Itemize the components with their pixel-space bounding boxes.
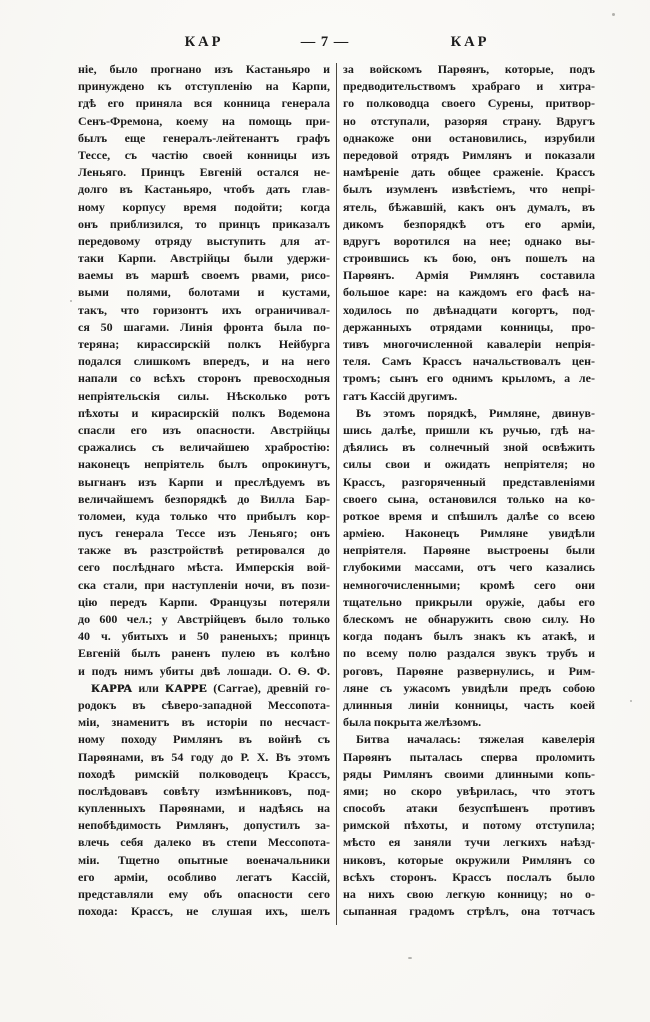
text-line: гатъ Кассій другимъ. [343,388,458,403]
text-line: ляне съ ужасомъ увидѣли предъ собою [343,680,595,695]
text-line: гдѣ его приняла вся конница генерала [78,96,330,111]
text-line: ями; но скоро увѣрилась, что этотъ [343,783,595,798]
text-line: арміею. Наконецъ Римляне увидѣли [343,526,595,541]
text-segment: или [132,680,166,695]
text-line: однакоже они остановились, изрубили [343,130,595,145]
text-line: также въ разстройствѣ ретировался до [78,543,330,558]
text-line: теля. Самъ Крассъ начальствовалъ цен- [343,354,595,369]
text-line: ряды Римлянъ своими длинными копь- [343,766,595,781]
text-line: сыпанная градомъ стрѣлъ, она тотчасъ [343,904,595,919]
text-line: длинныя линіи конницы, часть коей [343,697,595,712]
entry-headword: КАРРЕ [165,680,208,695]
text-line: походѣ римскій полководецъ Крассъ, [78,766,330,781]
text-line: міи, знаменитъ въ исторіи по несчаст- [78,715,330,730]
text-line: принуждено къ отступленію на Карпи, [78,79,330,94]
text-line: пѣхоты и кирасирскій полкъ Водемона [78,405,330,420]
text-line: ся 50 шагами. Линія фронта была по- [78,319,330,334]
text-line: дѣялись въ солнечный зной освѣжить [343,440,595,455]
text-line: римской пѣхоты, и потому отступила; [343,818,595,833]
text-line: напали со всѣхъ сторонъ превосходныя [78,371,330,386]
text-line: цію передъ Карпи. Французы потеряли [78,594,330,609]
text-line: когда поданъ былъ знакъ къ атакѣ, и [343,629,595,644]
text-line: таки Карпи. Австрійцы были удержи- [78,251,330,266]
text-line: держанныхъ отрядами конницы, про- [343,319,595,334]
text-line: но отступали, разоряя страну. Вдругъ [343,113,595,128]
text-line: была покрыта желѣзомъ. [343,715,482,730]
text-line: такъ, что горизонтъ ихъ ограничивал- [78,302,330,317]
text-line: всѣхъ сторонъ. Крассъ послалъ было [343,869,595,884]
text-line: своего сына, остановился только на ко- [343,491,595,506]
text-line: предводительствомъ храбраго и хитра- [343,79,595,94]
text-line: силы свои и ожидать непріятеля; но [343,457,595,472]
text-line: большое каре: на каждомъ его фасѣ на- [343,285,595,300]
page-number: — 7 — [300,34,350,50]
text-line: спасли его изъ опасности. Австрійцы [78,422,330,437]
ink-speck [70,300,72,302]
text-line: передовому отряду выступить для ат- [78,233,330,248]
text-line: представляли ему объ опасности сего [78,887,330,901]
text-line: тромъ; сынъ его однимъ крыломъ, а ле- [343,371,595,386]
text-line: ному корпусу время подойти; когда [78,199,330,214]
header-keyword-right: КАР [450,34,490,50]
text-line: Леньяго. Принцъ Евгеній остался не- [78,165,330,180]
text-line: ходилось по двѣнадцати когортъ, под- [343,302,595,317]
text-line: 40 ч. убитыхъ и 50 раненыхъ; принцъ [78,629,330,644]
text-line: вдругъ воротился на нее; однако вы- [343,233,595,248]
text-line: онъ приблизился, то принцъ приказалъ [78,216,330,231]
column-divider [336,63,337,925]
text-line: подался слишкомъ впередъ, и на него [78,354,330,369]
text-line: глубокими массами, отъ чего казались [343,560,595,575]
text-line: сражались съ величайшею храбростію: [78,440,330,455]
text-line: мѣсто ея заняли тучи легкихъ наѣзд- [343,835,595,850]
text-line: тщательно прикрыли оружіе, дабы его [343,594,595,609]
text-line: его арміи, особливо легатъ Кассій, [78,869,330,884]
text-line: выми полями, болотами и кустами, [78,285,330,300]
text-line: никовъ, которые окружили Римлянъ со [343,852,595,867]
text-line: родокъ въ сѣверо-западной Мессопота- [78,697,330,712]
text-line: до 600 чел.; у Австрійцевъ было только [78,612,330,626]
text-line: ваемы въ маршѣ своемъ рвами, рисо- [78,268,330,283]
text-line: Въ этомъ порядкѣ, Римляне, двинув- [356,405,595,420]
text-line: ніе, было прогнано изъ Кастаньяро и [78,62,330,76]
text-line: роговъ, Парѳяне развернулись, и Рим- [343,663,595,678]
ink-speck [630,700,632,702]
text-line: ному походу Римлянъ въ войнѣ съ [78,732,330,747]
text-line: теряна; кирассирскій полкъ Нейбурга [78,337,330,351]
entry-headword: КАРРА [91,680,133,695]
text-line: немногочисленными; кромѣ сего они [343,577,595,592]
text-line: строившись къ бою, онъ пошелъ на [343,251,595,266]
text-line: величайшемъ безпорядкѣ до Вилла Бар- [78,491,330,506]
text-line: купленныхъ Парѳянами, и надѣясь на [78,801,330,816]
text-line: Сенъ-Фремона, коему на помощь при- [78,113,330,128]
text-line: непріятеля. Парѳяне выстроены были [343,543,595,558]
text-line: былъ изумленъ извѣстіемъ, что непрі- [343,182,595,197]
text-line: похода: Крассъ, не слушая ихъ, шелъ [78,904,330,919]
text-line: тивъ многочисленной кавалеріи непрія- [343,337,595,351]
text-line: послѣдовавъ совѣту измѣнниковъ, под- [78,783,330,798]
text-line: Парѳянъ. Армія Римлянъ составила [343,268,595,283]
right-column [343,61,595,925]
text-line: пусъ генерала Тессе изъ Леньяго; онъ [78,526,330,541]
text-line: сего послѣднаго мѣста. Имперскія вой- [78,560,330,575]
text-line: Евгеній былъ раненъ пулею въ колѣно [78,646,330,661]
text-line: ска стали, при наступленіи ночи, въ пози- [78,577,330,592]
text-line [78,680,330,697]
text-line: шись далѣе, пришли къ ручью, гдѣ на- [343,422,595,437]
page-header [0,34,650,54]
text-line: выгнанъ изъ Карпи и преслѣдуемъ въ [78,474,330,489]
text-line: блескомъ не обнаружить свою силу. Но [343,612,595,626]
text-line: на нихъ свою легкую конницу; но о- [343,887,595,901]
text-line: намѣреніе дать общее сраженіе. Крассъ [343,165,595,180]
text-line: за войскомъ Парѳянъ, которые, подъ [343,62,595,76]
text-line: долго въ Кастаньяро, чтобъ дать глав- [78,182,330,197]
text-line: Парѳянъ пыталась сперва проломить [343,749,595,764]
text-line: непобѣдимость Римлянъ, допустилъ за- [78,818,330,833]
text-line: и подъ нимъ убиты двѣ лошади. О. Ѳ. Ф. [78,663,330,678]
text-line: міи. Тщетно опытные военачальники [78,852,330,867]
text-columns [78,61,595,925]
text-line: толомеи, куда только что прибылъ кор- [78,508,330,523]
text-line: передовой отрядъ Римлянъ и показали [343,147,595,162]
text-line: наконецъ непріятель былъ опрокинутъ, [78,457,330,472]
text-line: по всему полю раздался звукъ трубъ и [343,646,595,661]
text-line: способъ атаки безуспѣшенъ противъ [343,801,595,816]
text-line: роткое время и спѣшилъ далѣе со всею [343,508,595,523]
text-line: непріятельскія силы. Нѣсколько ротъ [78,388,330,403]
text-line: ятель, бѣжавшій, какъ онъ думалъ, въ [343,199,595,214]
ink-speck [408,957,412,959]
text-line: влечь себя далеко въ степи Мессопота- [78,835,330,850]
text-line: Тессе, съ частію своей конницы изъ [78,147,330,162]
header-keyword-left: КАР [184,34,224,50]
text-line: Парѳянами, въ 54 году до Р. Х. Въ этомъ [78,749,330,764]
text-line: дикомъ безпорядкѣ отъ его арміи, [343,216,595,231]
left-column [78,61,330,925]
text-line: былъ еще генералъ-лейтенантъ графъ [78,130,330,145]
text-line: Битва началась: тяжелая кавелерія [356,732,595,747]
text-line: Крассъ, разгоряченный представленіями [343,474,595,489]
text-segment: (Carrae), древній го- [207,680,330,695]
ink-speck [612,13,615,16]
text-line: го полководца своего Сурены, притвор- [343,96,595,111]
